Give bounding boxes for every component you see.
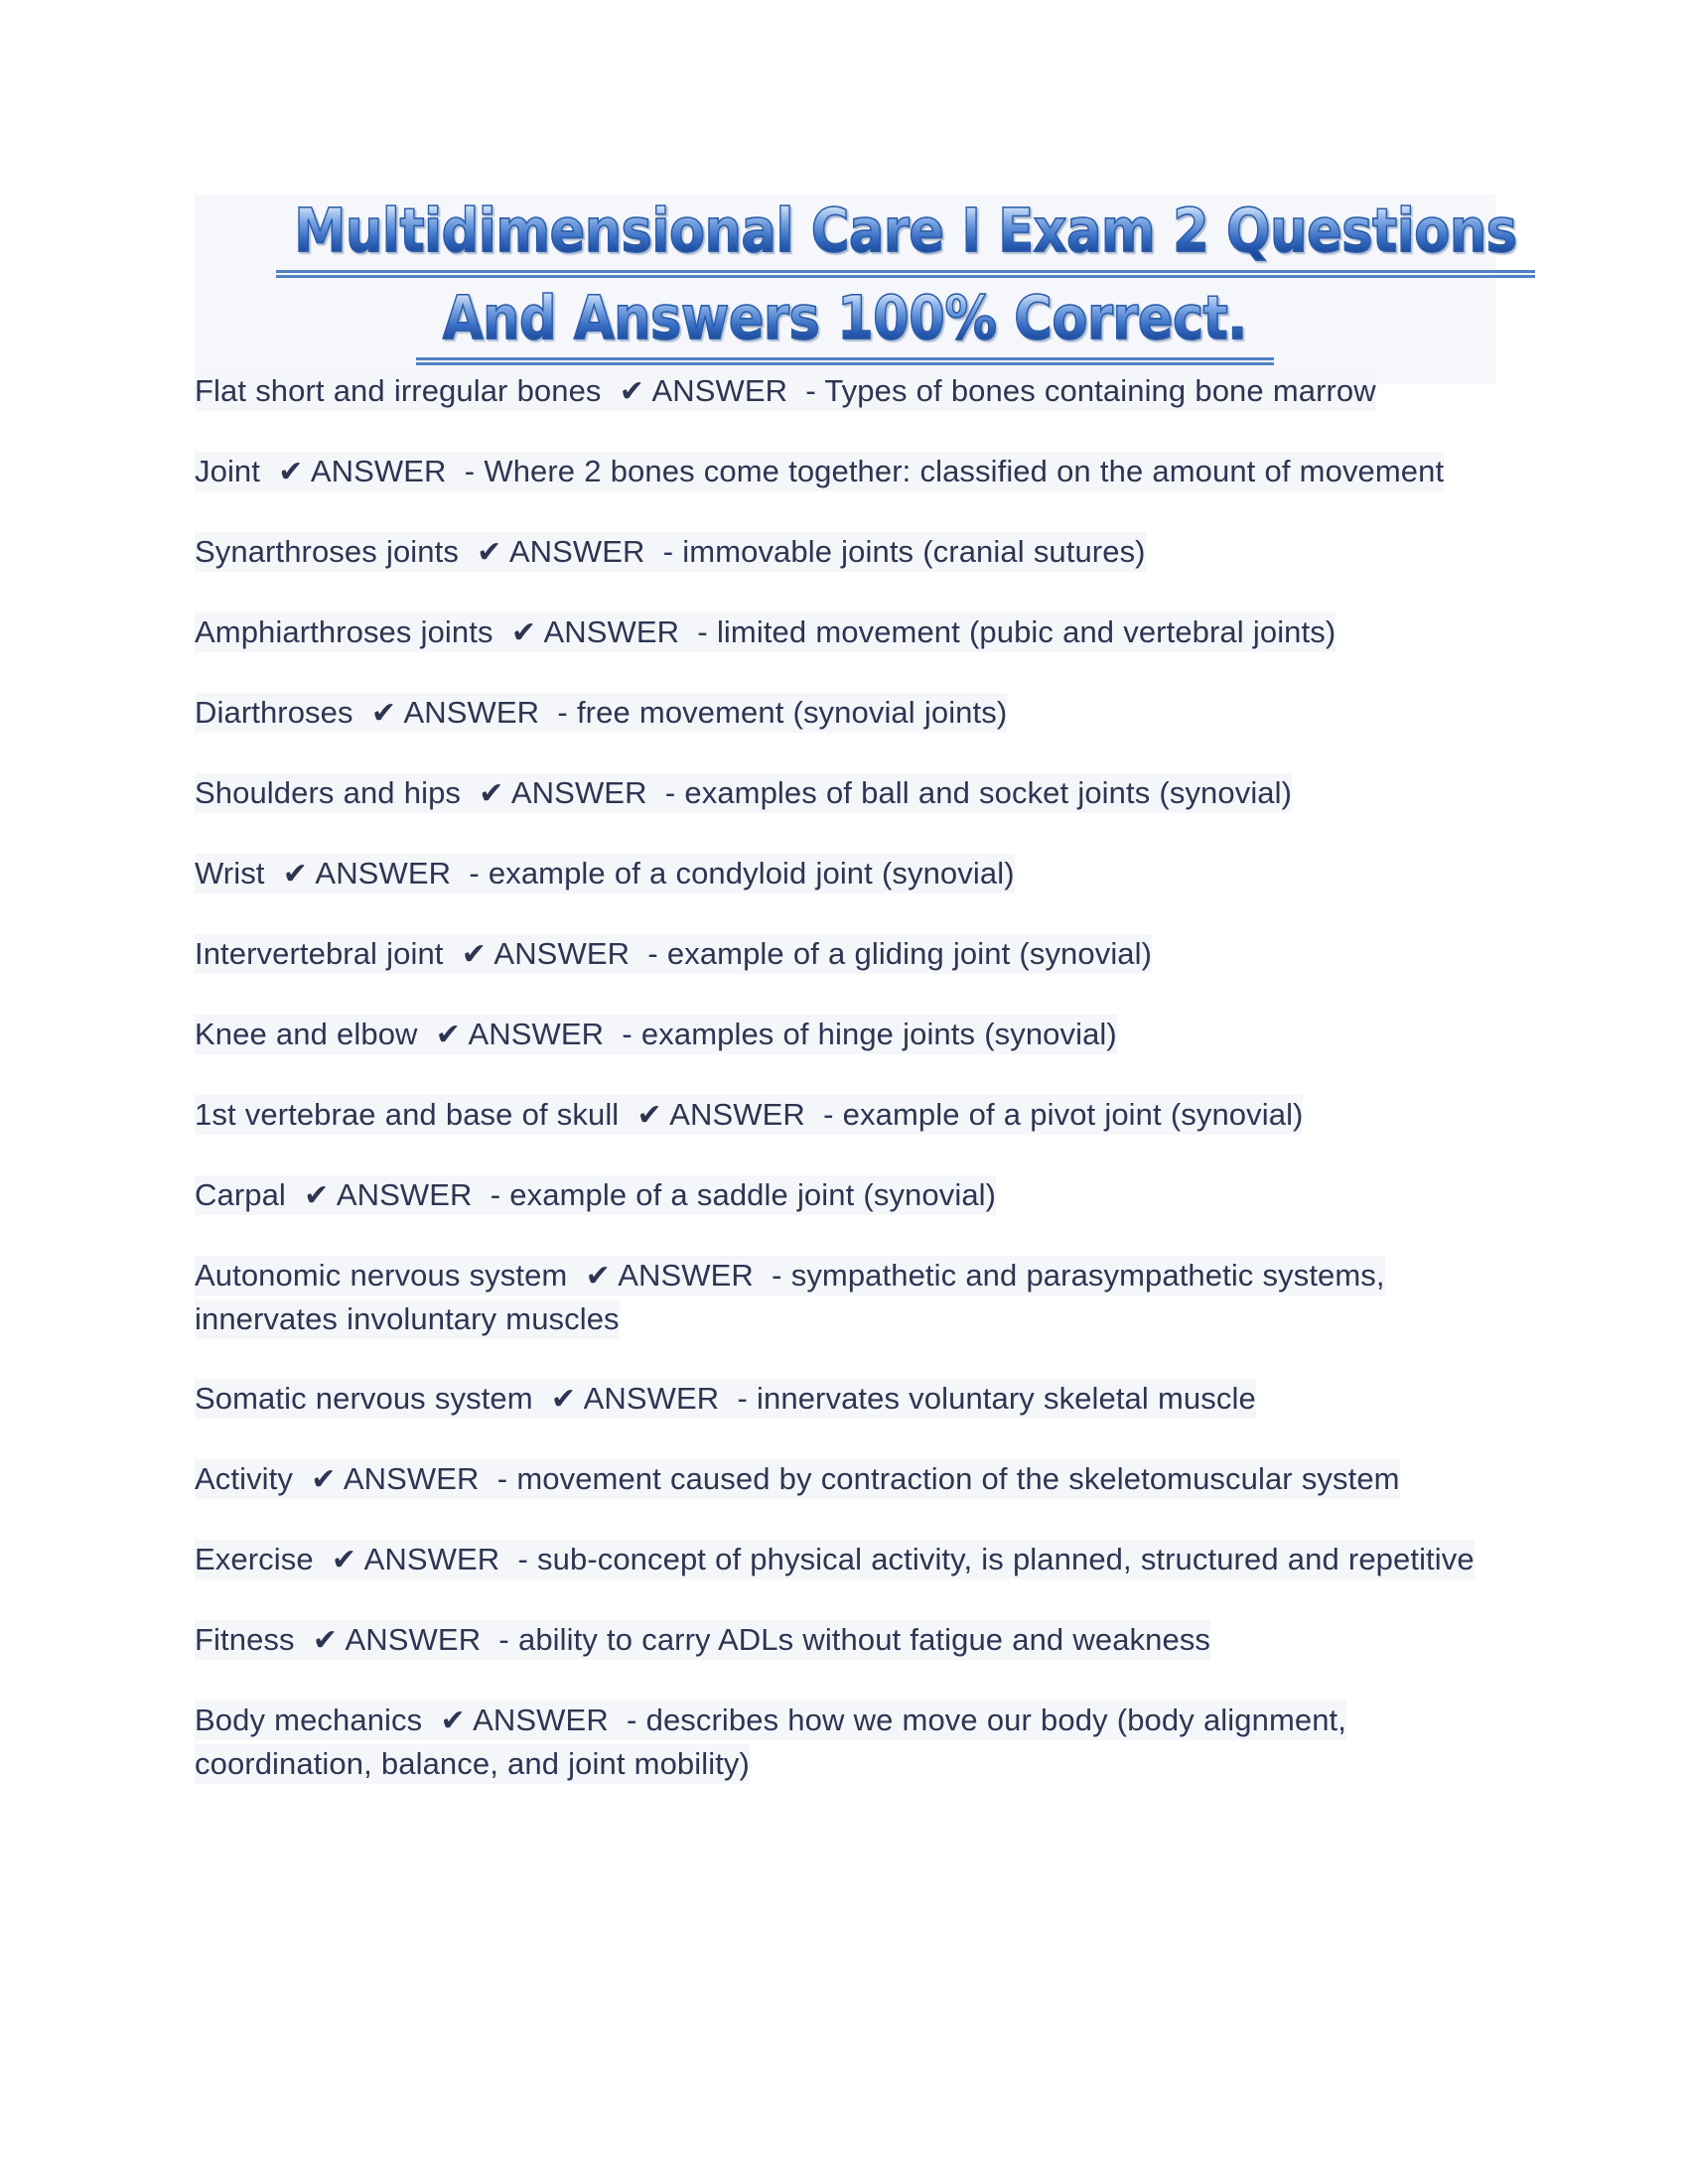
check-mark-icon: ✔ (304, 1178, 330, 1213)
title-line-1-row (195, 196, 1617, 279)
qa-entry-highlight (195, 1540, 1475, 1579)
qa-definition: sub-concept of physical activity, is planned, structured and repetitive (537, 1542, 1475, 1576)
check-mark-icon: ✔ (585, 1259, 611, 1294)
qa-entry-highlight (195, 613, 1336, 652)
qa-entry (195, 369, 1485, 413)
qa-entry-highlight (195, 1095, 1303, 1135)
answer-dash: - (697, 614, 708, 649)
qa-term: Activity (195, 1461, 293, 1496)
qa-term: Shoulders and hips (195, 775, 462, 810)
qa-entry (195, 1457, 1485, 1501)
qa-definition: free movement (synovial joints) (576, 695, 1008, 730)
qa-term: Body mechanics (195, 1703, 423, 1737)
qa-entry-highlight (195, 854, 1015, 893)
answer-label: ANSWER (651, 373, 788, 408)
qa-entry (195, 450, 1485, 493)
qa-entry-highlight (195, 1701, 1346, 1784)
qa-definition: example of a saddle joint (synovial) (509, 1177, 997, 1212)
qa-list (195, 369, 1485, 1785)
qa-definition: sympathetic and parasympathetic systems, innervates involuntary muscles (195, 1258, 1385, 1336)
check-mark-icon: ✔ (479, 776, 504, 811)
qa-entry-highlight (195, 693, 1007, 733)
check-mark-icon: ✔ (510, 615, 537, 650)
qa-term: Amphiarthroses joints (195, 614, 493, 649)
qa-definition: innervates voluntary skeletal muscle (757, 1381, 1256, 1416)
qa-entry (195, 530, 1485, 574)
qa-term: Fitness (195, 1622, 295, 1657)
document-title-line-2: And Answers 100% Correct. (443, 282, 1247, 353)
qa-definition: ability to carry ADLs without fatigue and weakness (517, 1622, 1211, 1657)
answer-label: ANSWER (473, 1703, 609, 1737)
check-mark-icon: ✔ (550, 1382, 577, 1417)
answer-label: ANSWER (343, 1461, 480, 1496)
qa-entry-highlight (195, 773, 1292, 813)
answer-label: ANSWER (403, 695, 540, 730)
qa-term: Flat short and irregular bones (195, 373, 602, 408)
qa-definition: example of a condyloid joint (synovial) (488, 856, 1015, 890)
qa-entry (195, 932, 1485, 976)
qa-entry (195, 771, 1485, 815)
answer-label: ANSWER (363, 1542, 500, 1576)
check-mark-icon: ✔ (278, 455, 304, 489)
qa-entry (195, 611, 1485, 654)
qa-definition: limited movement (pubic and vertebral joints) (716, 614, 1336, 649)
qa-term: Diarthroses (195, 695, 353, 730)
answer-dash: - (557, 695, 568, 730)
title-underline-2 (416, 357, 1274, 366)
qa-term: Exercise (195, 1542, 314, 1576)
qa-entry-highlight (195, 1459, 1400, 1499)
answer-dash: - (647, 936, 658, 971)
qa-definition: example of a pivot joint (synovial) (842, 1097, 1304, 1132)
check-mark-icon: ✔ (312, 1623, 339, 1658)
qa-term: Knee and elbow (195, 1017, 418, 1051)
answer-dash: - (627, 1703, 637, 1737)
check-mark-icon: ✔ (435, 1018, 462, 1052)
qa-entry-highlight (195, 1256, 1385, 1339)
qa-definition: immovable joints (cranial sutures) (682, 534, 1146, 569)
answer-dash: - (490, 1177, 501, 1212)
qa-entry (195, 1013, 1485, 1056)
answer-dash: - (517, 1542, 528, 1576)
answer-label: ANSWER (468, 1017, 605, 1051)
qa-term: Intervertebral joint (195, 936, 444, 971)
check-mark-icon: ✔ (440, 1704, 466, 1738)
check-mark-icon: ✔ (636, 1098, 662, 1133)
qa-term: Synarthroses joints (195, 534, 459, 569)
qa-term: 1st vertebrae and base of skull (195, 1097, 620, 1132)
check-mark-icon: ✔ (331, 1543, 357, 1577)
answer-dash: - (464, 454, 476, 488)
answer-dash: - (662, 534, 674, 569)
title-underline-1 (276, 270, 1535, 279)
answer-dash: - (469, 856, 480, 890)
qa-term: Wrist (195, 856, 265, 890)
qa-entry (195, 1377, 1485, 1421)
qa-entry-highlight (195, 452, 1444, 491)
check-mark-icon: ✔ (282, 857, 309, 891)
qa-entry-highlight (195, 1620, 1210, 1660)
answer-dash: - (737, 1381, 748, 1416)
qa-entry-highlight (195, 934, 1152, 974)
qa-definition: Where 2 bones come together: classified on the amount of movement (484, 454, 1445, 488)
qa-term: Autonomic nervous system (195, 1258, 568, 1293)
qa-entry (195, 691, 1485, 735)
answer-label: ANSWER (669, 1097, 805, 1132)
qa-definition: example of a gliding joint (synovial) (666, 936, 1153, 971)
answer-dash: - (805, 373, 816, 408)
answer-dash: - (496, 1461, 508, 1496)
qa-entry-highlight (195, 1015, 1117, 1054)
qa-definition: examples of hinge joints (synovial) (640, 1017, 1117, 1051)
check-mark-icon: ✔ (370, 696, 397, 731)
qa-entry (195, 1699, 1485, 1785)
qa-definition: examples of ball and socket joints (synovial) (684, 775, 1293, 810)
answer-label: ANSWER (510, 775, 647, 810)
check-mark-icon: ✔ (461, 937, 488, 972)
qa-definition: describes how we move our body (body alignment, coordination, balance, and joint mobility) (195, 1703, 1346, 1781)
answer-dash: - (664, 775, 676, 810)
title-line-2-row (377, 282, 1313, 366)
answer-label: ANSWER (345, 1622, 482, 1657)
answer-label: ANSWER (336, 1177, 473, 1212)
qa-definition: Types of bones containing bone marrow (824, 373, 1376, 408)
answer-label: ANSWER (310, 454, 447, 488)
qa-term: Joint (195, 454, 260, 488)
answer-dash: - (622, 1017, 633, 1051)
answer-label: ANSWER (315, 856, 452, 890)
answer-dash: - (498, 1622, 509, 1657)
qa-term: Somatic nervous system (195, 1381, 533, 1416)
answer-label: ANSWER (508, 534, 645, 569)
qa-entry (195, 1093, 1485, 1137)
answer-dash: - (823, 1097, 834, 1132)
qa-entry-highlight (195, 1379, 1256, 1419)
qa-entry (195, 1538, 1485, 1581)
qa-entry (195, 852, 1485, 895)
qa-entry (195, 1173, 1485, 1217)
answer-label: ANSWER (493, 936, 631, 971)
check-mark-icon: ✔ (311, 1462, 337, 1497)
document-title-line-1: Multidimensional Care I Exam 2 Questions (294, 196, 1517, 266)
qa-term: Carpal (195, 1177, 286, 1212)
answer-label: ANSWER (543, 614, 680, 649)
qa-entry-highlight (195, 1175, 996, 1215)
answer-dash: - (772, 1258, 782, 1293)
answer-label: ANSWER (618, 1258, 754, 1293)
check-mark-icon: ✔ (477, 535, 502, 570)
qa-entry (195, 1618, 1485, 1662)
qa-entry (195, 1254, 1485, 1340)
document-title-banner (195, 195, 1517, 384)
qa-definition: movement caused by contraction of the skeletomuscular system (516, 1461, 1400, 1496)
qa-entry-highlight (195, 532, 1146, 572)
qa-entry-highlight (195, 371, 1376, 411)
answer-label: ANSWER (583, 1381, 720, 1416)
check-mark-icon: ✔ (619, 374, 645, 409)
